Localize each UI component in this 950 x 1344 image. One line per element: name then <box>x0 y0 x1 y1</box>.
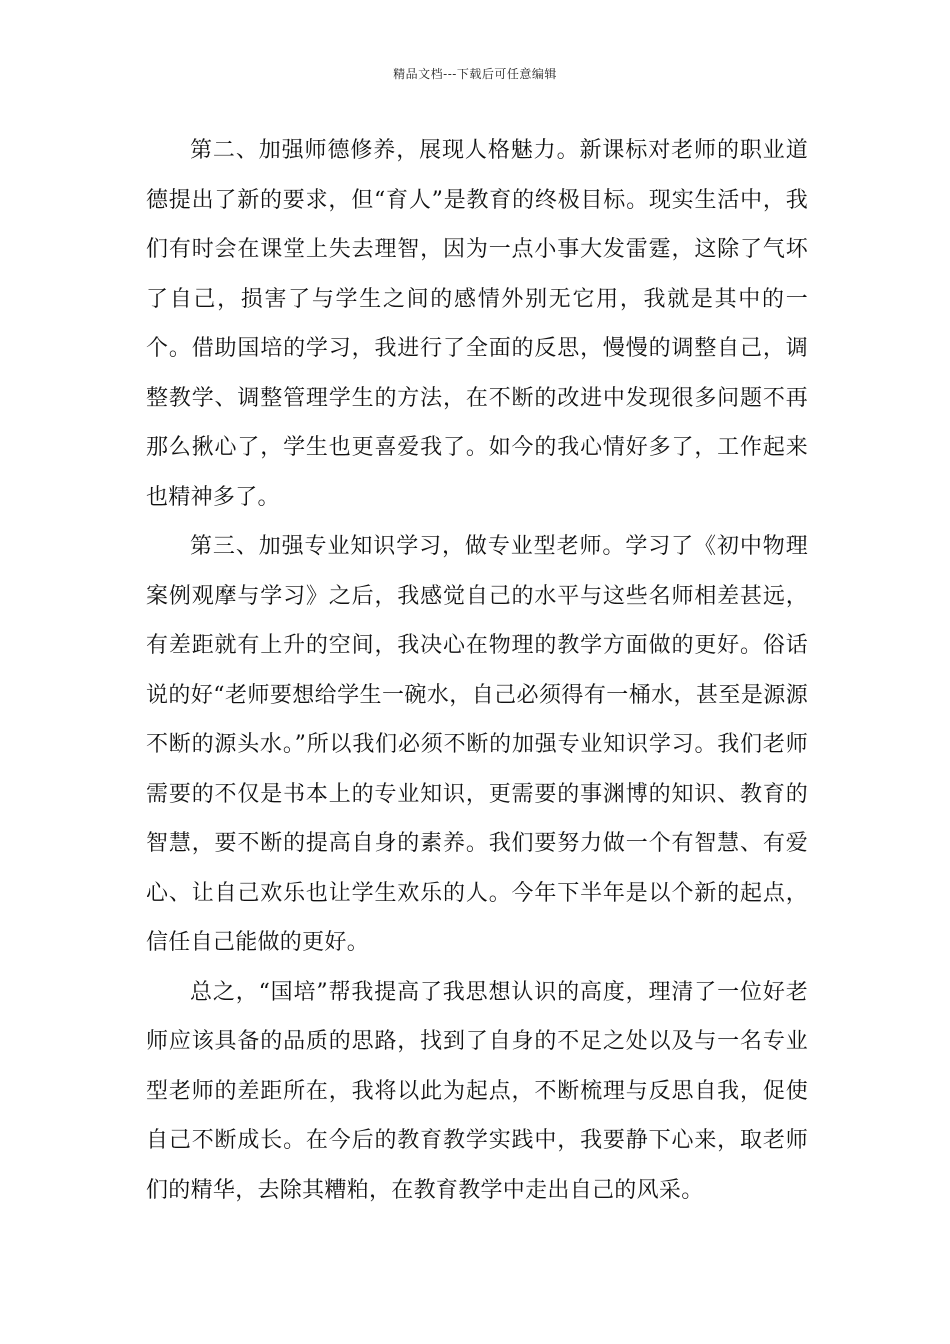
paragraph-virtue: 第二、加强师德修养，展现人格魅力。新课标对老师的职业道德提出了新的要求，但“育人”是教育的终极目标。现实生活中，我们有时会在课堂上失去理智，因为一点小事大发雷霆，这除了气坏了自己，损害了与学生之间的感情外别无它用，我就是其中的一个。借助国培的学习，我进行了全面的反思，慢慢的调整自己，调整教学、调整管理学生的方法，在不断的改进中发现很多问题不再那么揪心了，学生也更喜爱我了。如今的我心情好多了，工作起来也精神多了。 <box>146 138 808 510</box>
paragraph-conclusion: 总之，“国培”帮我提高了我思想认识的高度，理清了一位好老师应该具备的品质的思路，找到了自身的不足之处以及与一名专业型老师的差距所在，我将以此为起点，不断梳理与反思自我，促使自己不断成长。在今后的教育教学实践中，我要静下心来，取老师们的精华，去除其糟粕，在教育教学中走出自己的风采。 <box>146 979 808 1203</box>
document-body <box>146 126 808 1215</box>
paragraph-professional-study: 第三、加强专业知识学习，做专业型老师。学习了《初中物理案例观摩与学习》之后，我感觉自己的水平与这些名师相差甚远，有差距就有上升的空间，我决心在物理的教学方面做的更好。俗话说的好“老师要想给学生一碗水，自己必须得有一桶水，甚至是源源不断的源头水。”所以我们必须不断的加强专业知识学习。我们老师需要的不仅是书本上的专业知识，更需要的事渊博的知识、教育的智慧，要不断的提高自身的素养。我们要努力做一个有智慧、有爱心、让自己欢乐也让学生欢乐的人。今年下半年是以个新的起点，信任自己能做的更好。 <box>146 534 808 955</box>
page-header: 精品文档---下载后可任意编辑 <box>393 67 557 81</box>
